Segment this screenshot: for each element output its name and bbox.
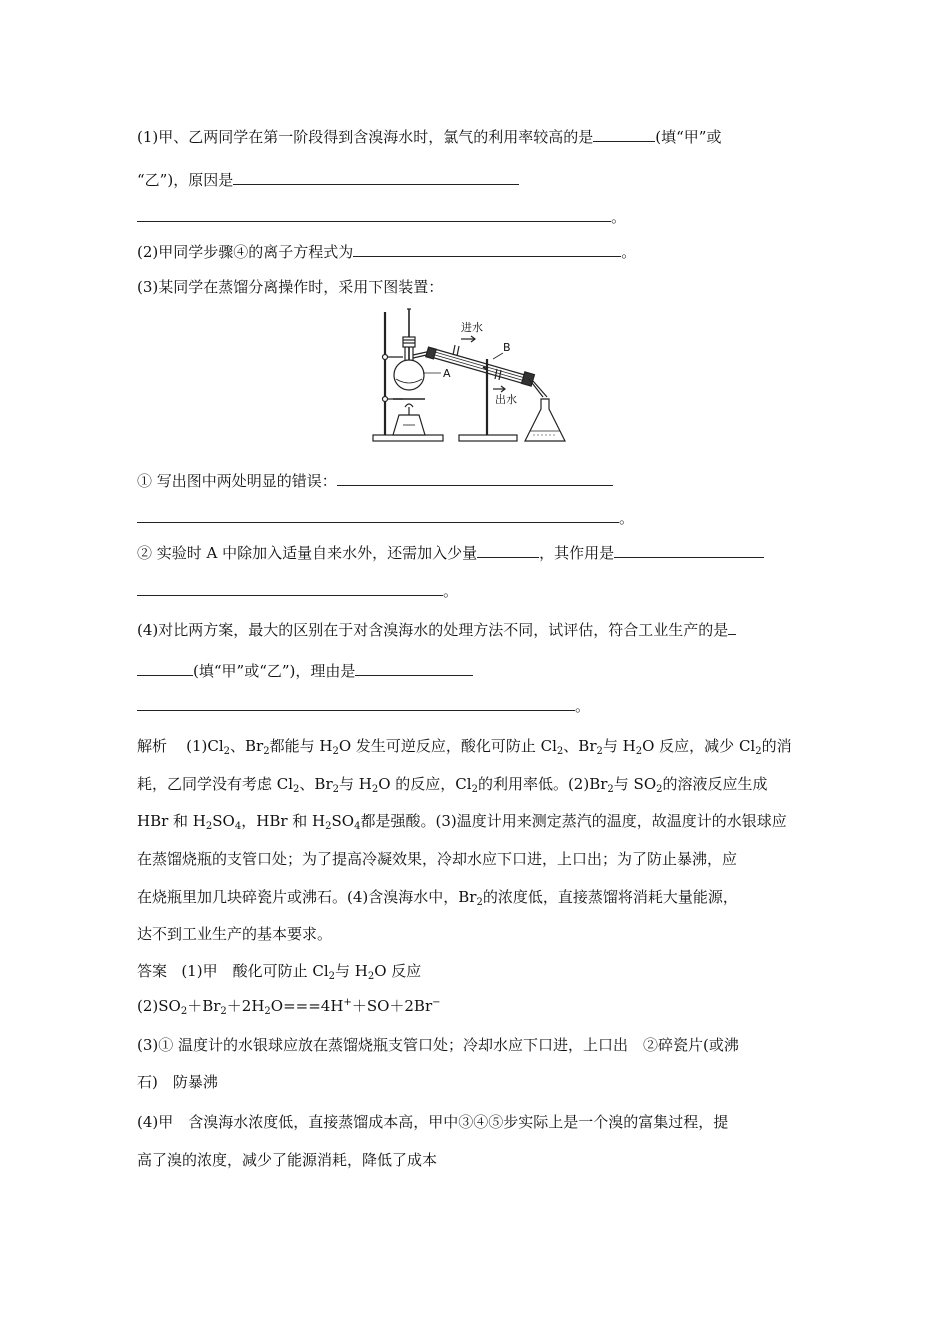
answer-line5: (4)甲 含溴海水浓度低，直接蒸馏成本高，甲中③④⑤步实际上是一个溴的富集过程，提 <box>137 1113 729 1131</box>
answer-blank[interactable] <box>355 661 473 676</box>
answer-blank[interactable] <box>353 242 621 257</box>
analysis-line2: 耗，乙同学没有考虑 $Cl_2$、$Br_2$与 $H_2O$ 的反应，$Cl_2$的利用率低。$(2)Br_2$与 $SO_2$的溶液反应生成 <box>137 775 768 795</box>
answer-blank[interactable] <box>728 620 736 635</box>
answer-blank[interactable] <box>137 581 443 596</box>
q3-sub1: ① 写出图中两处明显的错误： <box>137 471 613 491</box>
answer-blank[interactable] <box>233 170 519 185</box>
analysis-line3: HBr 和 $H_2SO_4$，HBr 和 $H_2SO_4$都是强酸。(3)温度计用来测定蒸汽的温度，故温度计的水银球应 <box>137 812 787 832</box>
q3-sub2: ② 实验时 A 中除加入适量自来水外，还需加入少量 ，其作用是 <box>137 543 764 563</box>
answer-line6: 高了溴的浓度，减少了能源消耗，降低了成本 <box>137 1151 438 1169</box>
analysis-line1: 解析 $(1)Cl_2$、$Br_2$都能与 $H_2O$ 发生可逆反应，酸化可防止 $Cl_2$、$Br_2$与 $H_2O$ 反应，减少 $Cl_2$的消 <box>137 737 792 757</box>
q1-line1: (1)甲、乙两同学在第一阶段得到含溴海水时，氯气的利用率较高的是 (填“甲”或 <box>137 128 722 146</box>
q4-line1: (4)对比两方案，最大的区别在于对含溴海水的处理方法不同，试评估，符合工业生产的是 <box>137 620 736 640</box>
answer-blank[interactable] <box>337 471 613 486</box>
answer-blank[interactable] <box>137 696 575 711</box>
q4-line2: (填“甲”或“乙”)，理由是 <box>137 661 473 681</box>
q2-line: (2)甲同学步骤④的离子方程式为 。 <box>137 243 637 261</box>
analysis-line4: 在蒸馏烧瓶的支管口处；为了提高冷凝效果，冷却水应下口进，上口出；为了防止暴沸，应 <box>137 850 738 868</box>
q3-sub2-cont: 。 <box>137 581 458 601</box>
label-b: B <box>503 341 511 354</box>
answer-line3: (3)① 温度计的水银球应放在蒸馏烧瓶支管口处；冷却水应下口进，上口出 ②碎瓷片(或沸 <box>137 1036 739 1054</box>
answer-line2: $(2)SO_2+Br_2+2H_2O===4H^++SO+2Br^-$ <box>137 997 441 1017</box>
answer-blank[interactable] <box>137 661 193 676</box>
stand-base <box>373 435 443 441</box>
analysis-line6: 达不到工业生产的基本要求。 <box>137 925 333 943</box>
label-a: A <box>443 367 451 380</box>
distillation-apparatus-figure <box>365 307 590 447</box>
answer-line4: 石) 防暴沸 <box>137 1073 218 1091</box>
answer-blank[interactable] <box>137 508 619 523</box>
answer-blank[interactable] <box>614 543 764 558</box>
q4-line3: 。 <box>137 696 590 716</box>
q1-line3: 。 <box>137 207 626 227</box>
q3-sub1-cont: 。 <box>137 508 634 528</box>
right-stand-base <box>459 435 517 441</box>
q1-line2: “乙”)，原因是 <box>137 170 519 190</box>
analysis-line5: 在烧瓶里加几块碎瓷片或沸石。(4)含溴海水中，$Br_2$的浓度低，直接蒸馏将消耗大量能源， <box>137 888 738 908</box>
water-out-label: 出水 <box>495 393 517 406</box>
distilling-flask <box>394 360 424 390</box>
distillation-apparatus-diagram <box>365 307 590 447</box>
q3-intro: (3)某同学在蒸馏分离操作时，采用下图装置： <box>137 278 444 296</box>
answer-blank[interactable] <box>137 207 611 222</box>
answer-blank[interactable] <box>477 543 539 558</box>
answer-blank[interactable] <box>593 127 655 142</box>
answer-line1: 答案 (1)甲 酸化可防止 $Cl_2$与 $H_2O$ 反应 <box>137 962 422 982</box>
water-in-label: 进水 <box>461 321 483 334</box>
stopper <box>403 337 415 347</box>
